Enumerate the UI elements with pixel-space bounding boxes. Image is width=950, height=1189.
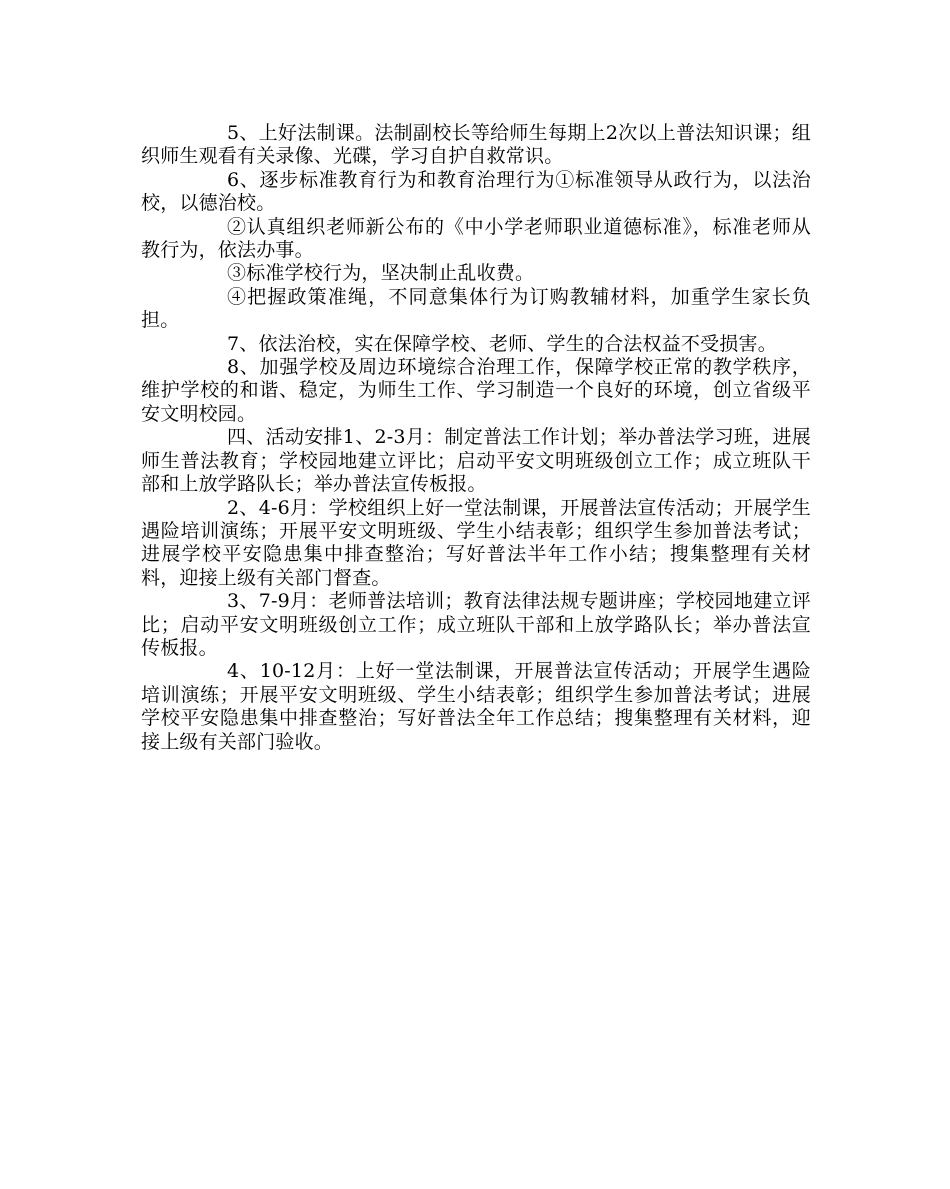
paragraph-item-5: 5、上好法制课。法制副校长等给师生每期上2次以上普法知识课；组织师生观看有关录像、光碟，学习自护自救常识。 (141, 122, 811, 168)
paragraph-sub-4: ④把握政策准绳，不同意集体行为订购教辅材料，加重学生家长负担。 (141, 285, 811, 332)
paragraph-sub-3: ③标准学校行为，坚决制止乱收费。 (227, 262, 535, 285)
paragraph-sub-2: ②认真组织老师新公布的《中小学老师职业道德标准》，标准老师从教行为，依法办事。 (141, 215, 811, 262)
paragraph-schedule-3: 3、7-9月：老师普法培训；教育法律法规专题讲座；学校园地建立评比；启动平安文明班级创立工作；成立班队干部和上放学路队长；举办普法宣传板报。 (141, 590, 811, 659)
paragraph-item-6: 6、逐步标准教育行为和教育治理行为①标准领导从政行为，以法治校，以德治校。 (141, 168, 811, 215)
document-body (141, 122, 811, 754)
paragraph-item-8: 8、加强学校及周边环境综合治理工作，保障学校正常的教学秩序，维护学校的和谐、稳定，为师生工作、学习制造一个良好的环境，创立省级平安文明校园。 (141, 356, 811, 425)
paragraph-schedule-4: 4、10-12月：上好一堂法制课，开展普法宣传活动；开展学生遇险培训演练；开展平安文明班级、学生小结表彰；组织学生参加普法考试；进展学校平安隐患集中排查整治；写好普法全年工作总结；搜集整理有关材料，迎接上级有关部门验收。 (141, 660, 811, 753)
paragraph-schedule-1: 四、活动安排1、2-3月：制定普法工作计划；举办普法学习班，进展师生普法教育；学校园地建立评比；启动平安文明班级创立工作；成立班队干部和上放学路队长；举办普法宣传板报。 (141, 426, 811, 496)
paragraph-schedule-2: 2、4-6月：学校组织上好一堂法制课，开展普法宣传活动；开展学生遇险培训演练；开展平安文明班级、学生小结表彰；组织学生参加普法考试；进展学校平安隐患集中排查整治；写好普法半年工作小结；搜集整理有关材料，迎接上级有关部门督查。 (141, 496, 811, 589)
paragraph-item-7: 7、依法治校，实在保障学校、老师、学生的合法权益不受损害。 (227, 332, 777, 355)
